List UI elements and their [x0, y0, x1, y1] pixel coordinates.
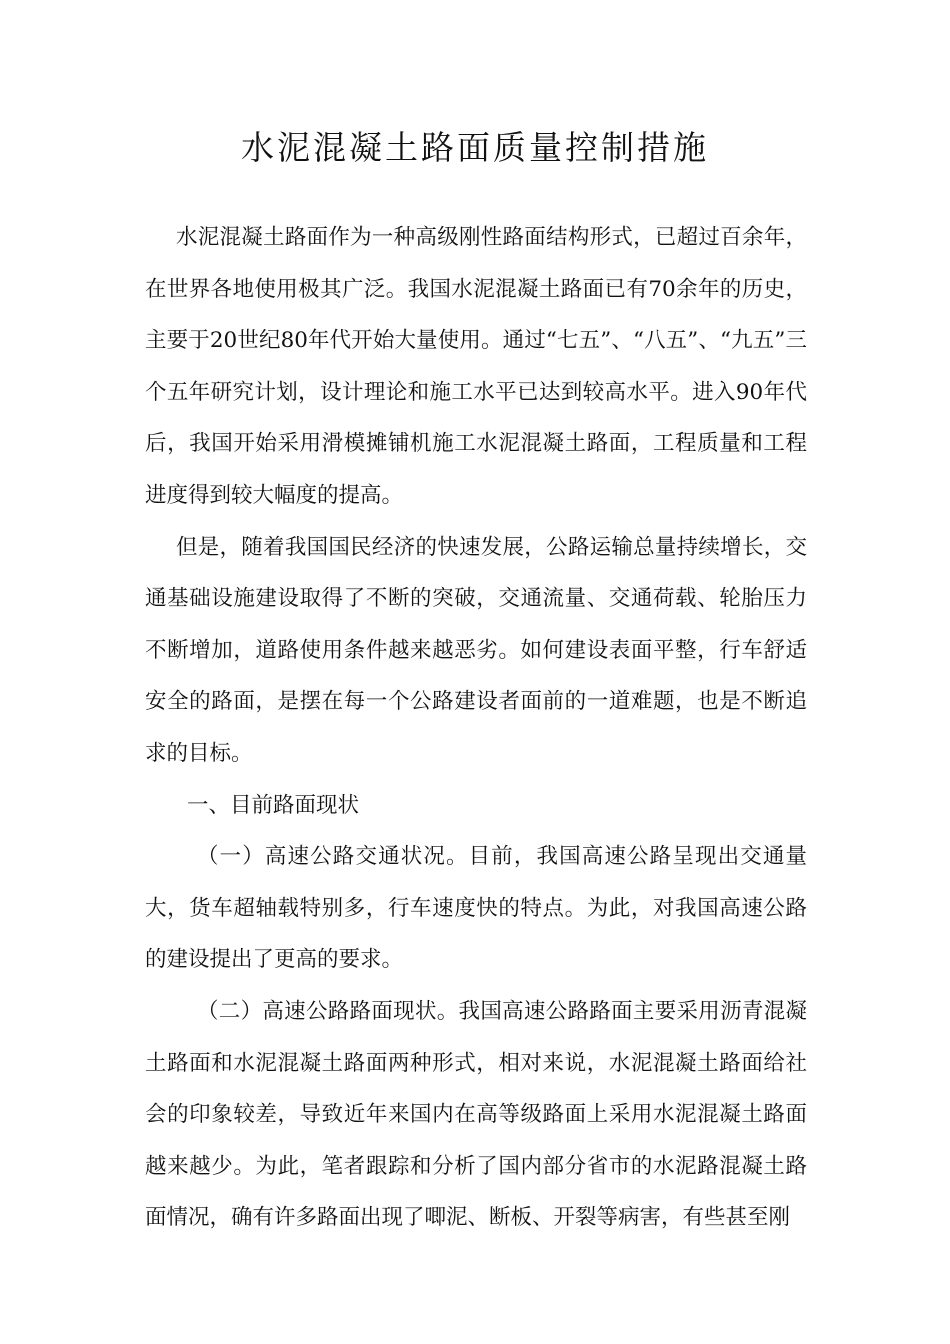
section-heading: 一、目前路面现状	[187, 792, 360, 818]
document-title: 水泥混凝土路面质量控制措施	[241, 128, 709, 168]
paragraph-development: 但是，随着我国国民经济的快速发展，公路运输总量持续增长，交通基础设施建设取得了不断的突破，交通流量、交通荷载、轮胎压力不断增加，道路使用条件越来越恶劣。如何建设表面平整，行车舒适安全的路面，是摆在每一个公路建设者面前的一道难题，也是不断追求的目标。	[145, 534, 807, 766]
paragraph-intro: 水泥混凝土路面作为一种高级刚性路面结构形式，已超过百余年，在世界各地使用极其广泛。我国水泥混凝土路面已有70余年的历史，主要于20世纪80年代开始大量使用。通过“七五”、“八五”、“九五”三个五年研究计划，设计理论和施工水平已达到较高水平。进入90年代后，我国开始采用滑模摊铺机施工水泥混凝土路面，工程质量和工程进度得到较大幅度的提高。	[145, 225, 807, 508]
document-body	[145, 212, 807, 1244]
paragraph-pavement-status: （二）高速公路路面现状。我国高速公路路面主要采用沥青混凝土路面和水泥混凝土路面两种形式，相对来说，水泥混凝土路面给社会的印象较差，导致近年来国内在高等级路面上采用水泥混凝土路面越来越少。为此，笔者跟踪和分析了国内部分省市的水泥路混凝土路面情况，确有许多路面出现了唧泥、断板、开裂等病害，有些甚至刚	[145, 998, 807, 1231]
paragraph-traffic-status: （一）高速公路交通状况。目前，我国高速公路呈现出交通量大，货车超轴载特别多，行车速度快的特点。为此，对我国高速公路的建设提出了更高的要求。	[145, 844, 807, 973]
